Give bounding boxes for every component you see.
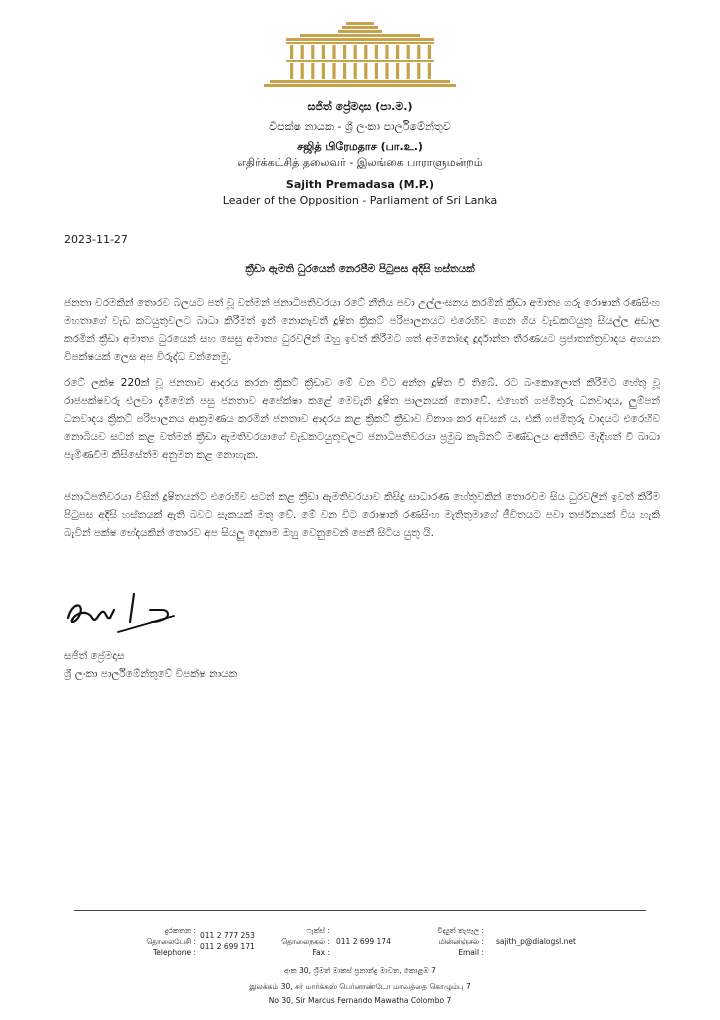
email-labels: විද්‍යුත් තැපෑල : மின்னஞ்சல் : Email :	[437, 926, 484, 957]
logo-column	[396, 63, 399, 79]
logo-column	[385, 45, 388, 59]
logo-column	[375, 45, 378, 59]
parliament-building-icon	[260, 18, 460, 90]
signer-name: සජිත් ප්‍රේමදාස	[64, 650, 125, 662]
letter-date: 2023-11-27	[64, 233, 128, 246]
address-english: No 30, Sir Marcus Fernando Mawatha Colombo 7	[268, 996, 452, 1005]
logo-column	[290, 45, 293, 59]
logo-column	[301, 63, 304, 79]
logo-column	[354, 45, 357, 59]
logo-column	[364, 45, 367, 59]
logo-column	[417, 45, 420, 59]
logo-column	[311, 63, 314, 79]
telephone-numbers: 011 2 777 253 011 2 699 171	[200, 931, 255, 951]
logo-column	[396, 45, 399, 59]
logo-column	[364, 63, 367, 79]
logo-column	[322, 63, 325, 79]
logo-column	[407, 45, 410, 59]
logo-column	[322, 45, 325, 59]
name-sinhala: සජිත් ප්‍රේමදාස (පා.ම.)	[307, 100, 413, 113]
title-english: Leader of the Opposition - Parliament of Sri Lanka	[222, 194, 498, 207]
logo-column	[343, 45, 346, 59]
logo-column	[290, 63, 293, 79]
name-english: Sajith Premadasa (M.P.)	[285, 178, 435, 191]
footer-divider	[74, 910, 646, 911]
title-sinhala: විපක්ෂ නායක - ශ්‍රී ලංකා පාර්ලිමේන්තුව	[269, 120, 451, 133]
logo-column	[301, 45, 304, 59]
address-sinhala: අංක 30, ශ්‍රීමත් මාකස් ප්‍රනාන්දු මාවත, කොළඹ 7	[284, 966, 436, 975]
logo-column	[428, 63, 431, 79]
fax-labels: ෆැක්ස් : தொலைநகல் : Fax :	[281, 926, 330, 957]
fax-number: 011 2 699 174	[336, 937, 391, 946]
logo-column	[332, 63, 335, 79]
handwritten-signature	[62, 588, 192, 642]
name-tamil: சஜித் பிரேமதாச (பா.உ.)	[297, 140, 423, 153]
logo-column	[311, 45, 314, 59]
paragraph-2: රටේ ලක්ෂ 220ක් වූ ජනතාව ආදරය කරන ක්‍රිකට් ක්‍රීඩාව මේ වන විට අන්ත දූෂිත වී තිබේ. රට බංකොලොත් කිරීමට හේතු වූ රාජපක්ෂවරු එලවා දැමීමෙන් පසු ජනතාව අපේක්ෂා කළේ මෙවැනි දූෂිත පාලනයක් නොවේ. එහෙත් ගජමිතුරු ධනවාදය, ලුම්පන් ධනවාදය ක්‍රිකට් පරිපාලනය ආක්‍රමණය කරමින් ජනතාව ආදරය කළ ක්‍රිකට් ක්‍රීඩාව විනාශ කර අවසන් ය. එකී ගජමිතුරු වාදයට එරෙහිව නොබියව සටන් කළ වත්මන් ක්‍රීඩා ඇමතිවරයාගේ වැඩකටයුතුවලට ජනාධිපතිවරයා ප්‍රමුඛ කැබිනට් මණ්ඩලය අනීතිව මැදිහත් වී බාධා පැමිණවීම කිසිසේත්ම අනුමත කළ නොහැක.	[64, 377, 660, 461]
signer-title: ශ්‍රී ලංකා පාර්ලිමේන්තුවේ විපක්ෂ නායක	[64, 668, 238, 680]
logo-column	[343, 63, 346, 79]
letter-subject: ක්‍රීඩා ඇමති ධුරයෙන් නෙරපීම පිටුපස අදිසි හස්තයක්	[245, 263, 475, 275]
logo-column	[407, 63, 410, 79]
paragraph-1: ජනතා වරමකින් තොරව බලයට පත් වූ වත්මන් ජනාධිපතිවරයා රටේ නීතිය පවා උල්ලංඝනය කරමින් ක්‍රීඩා අමාත්‍ය ගරු රොෂාන් රණසිංහ මහතාගේ වැඩ කටයුතුවලට බාධා කිරීමත් ඉන් නොනැවතී දූෂිත ක්‍රිකට් පරිපාලනයට එරෙහිව ගෙන ගිය වැඩකටයුතු සියල්ල අඩාල කරමින් ක්‍රීඩා අමාත්‍ය ධුරයෙන් සහ සෙසු අමාත්‍ය ධුරවලින් ඔහු ඉවත් කිරීමට ගත් අමනෝඥ දූර්දාන්ත තීරණයට ප්‍රජාතන්ත්‍රවාදය අගයන විපක්ෂයක් ලෙස අප විරුද්ධ වන්නෙමු.	[64, 297, 660, 363]
paragraph-3: ජනාධිපතිවරයා විසින් දූෂිතයන්ට එරෙහිව සටන් කළ ක්‍රීඩා ඇමතිවරයාව කිසිදු සාධාරණ හේතුවකින් තොරවම සිය ධුරවලින් ඉවත් කිරීම පිටුපස අදිසි හස්තයක් ඇති බවට සැකයක් මතු වේ. මේ වන විට රොෂාන් රණසිංහ මැතිතුමාගේ ජීවිතයට පවා තර්ජනයක් විය හැකි බැවින් පක්ෂ භේදයකින් තොරව අප සියලු දෙනාම ඔහු වෙනුවෙන් පෙනී සිටිය යුතු යි.	[64, 491, 660, 539]
telephone-labels: දුරකතන : தொலைபேசி : Telephone :	[146, 926, 196, 957]
logo-column	[354, 63, 357, 79]
logo-column	[332, 45, 335, 59]
title-tamil: எதிர்க்கட்சித் தலைவர் - இலங்கை பாராளுமன்றம்	[237, 156, 483, 169]
logo-column	[428, 45, 431, 59]
address-tamil: இலக்கம் 30, சர் மார்க்கஸ் பெர்னாண்டோ மாவத்தை கொழும்பு 7	[249, 982, 471, 991]
logo-column	[417, 63, 420, 79]
logo-column	[375, 63, 378, 79]
email-address[interactable]: sajith_p@dialogsl.net	[496, 937, 576, 946]
logo-column	[385, 63, 388, 79]
